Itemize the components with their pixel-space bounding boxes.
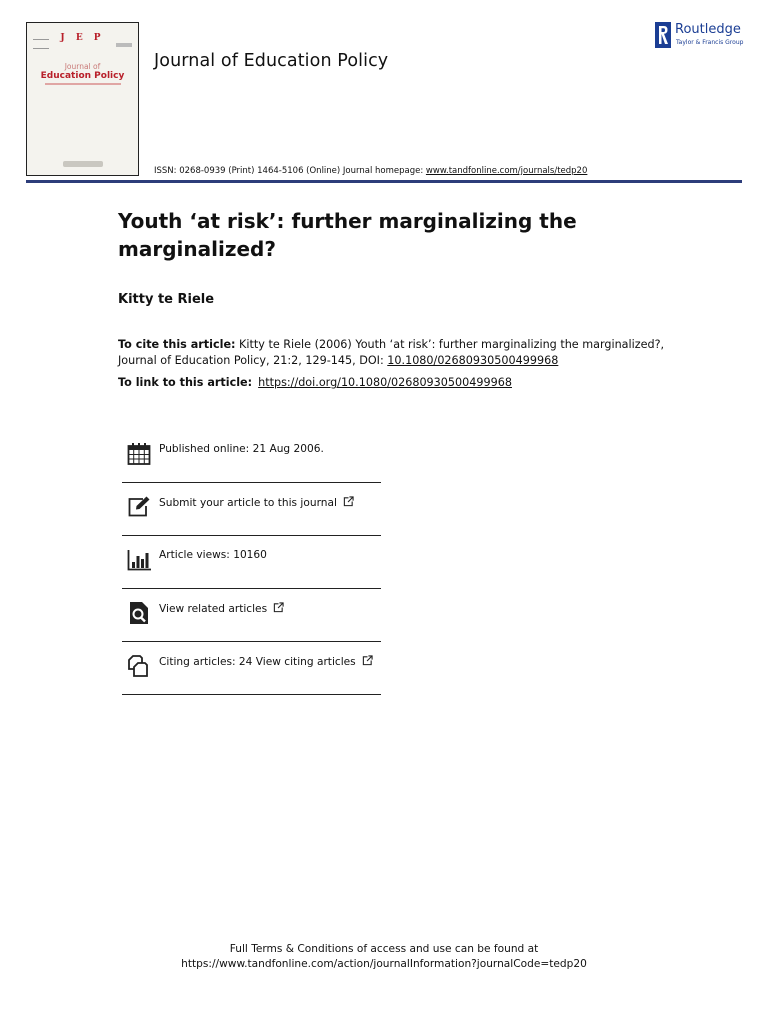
link-label: To link to this article: [118,376,253,389]
document-search-icon [127,601,151,625]
cover-publisher-mark [63,161,103,167]
footer-terms-link[interactable]: https://www.tandfonline.com/action/journalInformation?journalCode=tedp20 [181,958,587,970]
related-articles-label: View related articles [159,603,268,615]
header-divider [26,180,742,183]
cite-label: To cite this article: [118,338,236,351]
published-row [122,430,381,483]
routledge-logo-icon [655,22,671,48]
terms-footer [0,942,768,972]
published-label: Published online: 21 Aug 2006. [159,443,324,455]
article-views-row [122,536,381,589]
journal-cover-image [26,22,139,176]
bar-chart-icon [127,548,151,572]
citing-articles-label: Citing articles: 24 View citing articles [159,656,356,668]
issn-line [154,166,587,176]
citation-block [118,337,678,369]
external-link-icon [362,655,373,666]
journal-title: Journal of Education Policy [154,51,389,71]
doi-link[interactable]: 10.1080/02680930500499968 [387,354,559,367]
footer-line1: Full Terms & Conditions of access and use can be found at [229,943,539,955]
copy-documents-icon [127,654,151,678]
publisher-group: Taylor & Francis Group [676,39,744,46]
cover-title-line1: Journal of [64,62,101,71]
cite-text: Kitty te Riele (2006) Youth ‘at risk’: further marginalizing the marginalized?, Journal of Education Policy, 21:2, 129-145, DOI: [118,338,665,367]
cover-masthead: J E P [60,33,105,43]
article-url-link[interactable]: https://doi.org/10.1080/02680930500499968 [258,376,512,389]
submit-article-label: Submit your article to this journal [159,497,337,509]
external-link-icon [343,496,354,507]
publisher-logo [655,22,745,50]
article-views-label: Article views: 10160 [159,549,267,561]
edit-icon [127,495,151,519]
cover-title-line2: Education Policy [40,71,125,81]
article-author: Kitty te Riele [118,292,215,307]
article-metrics-list [122,430,381,695]
calendar-icon [127,442,151,466]
article-title: Youth ‘at risk’: further marginalizing the marginalized? [118,209,577,261]
citing-articles-row[interactable] [122,642,381,695]
article-link-line [118,376,512,389]
related-articles-row[interactable] [122,589,381,642]
journal-homepage-link[interactable]: www.tandfonline.com/journals/tedp20 [425,166,588,176]
submit-article-row[interactable] [122,483,381,536]
publisher-name: Routledge [675,22,741,37]
issn-text: ISSN: 0268-0939 (Print) 1464-5106 (Online) Journal homepage: [154,166,426,176]
external-link-icon [273,602,284,613]
cover-decoration [116,43,132,47]
cover-subtitle-bar [45,83,121,85]
